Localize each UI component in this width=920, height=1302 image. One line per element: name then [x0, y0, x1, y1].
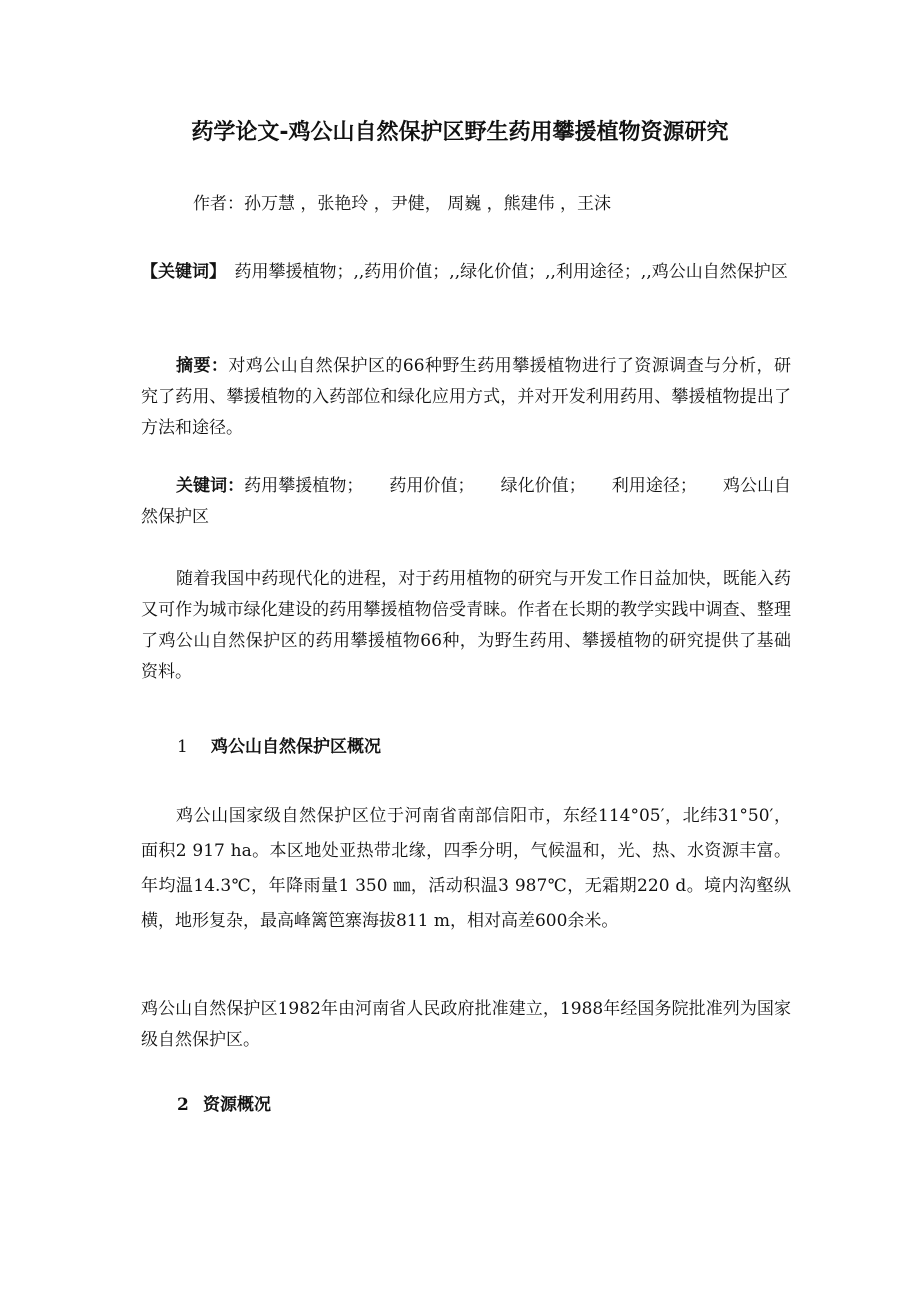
keyword-item: 鸡公山自然保护区	[141, 476, 792, 527]
keywords-header-text: 药用攀援植物；,,药用价值；,,绿化价值；,,利用途径；,,鸡公山自然保护区	[217, 262, 788, 282]
section-1-number: 1	[177, 737, 188, 757]
abstract-label: 摘要：	[176, 356, 229, 376]
section-2-title: 资源概况	[203, 1095, 271, 1115]
abstract-block	[141, 351, 791, 444]
keywords-header-label: 【关键词】	[141, 262, 218, 282]
section-1-paragraph-1	[141, 799, 791, 939]
keyword-item: 药用价值；	[389, 476, 475, 496]
keywords-label: 关键词：	[176, 476, 245, 496]
author-line: 作者：孙万慧 ，张艳玲 ，尹健， 周巍 ，熊建伟 ，王沫	[193, 194, 612, 214]
abstract-text: 对鸡公山自然保护区的66种野生药用攀援植物进行了资源调查与分析，研究了药用、攀援植物的入药部位和绿化应用方式，并对开发利用药用、攀援植物提出了方法和途径。	[141, 356, 791, 438]
keyword-item: 绿化价值；	[500, 476, 586, 496]
keywords-block	[141, 471, 791, 533]
section-2-heading	[177, 1093, 271, 1117]
intro-text: 随着我国中药现代化的进程，对于药用植物的研究与开发工作日益加快，既能入药又可作为城市绿化建设的药用攀援植物倍受青睐。作者在长期的教学实践中调查、整理了鸡公山自然保护区的药用攀援植物66种，为野生药用、攀援植物的研究提供了基础资料。	[141, 569, 791, 682]
section-1-para-1-text: 鸡公山国家级自然保护区位于河南省南部信阳市，东经114°05′，北纬31°50′，面积2 917 ha。本区地处亚热带北缘，四季分明，气候温和，光、热、水资源丰富。年均温14.3℃，年降雨量1 350 ㎜，活动积温3 987℃，无霜期220 d。境内沟壑纵横，地形复杂，最高峰篱笆寨海拔811 m，相对高差600余米。	[141, 806, 791, 931]
section-2-number: 2	[177, 1095, 189, 1115]
section-1-title: 鸡公山自然保护区概况	[211, 737, 381, 757]
document-title: 药学论文-鸡公山自然保护区野生药用攀援植物资源研究	[191, 120, 729, 145]
intro-paragraph	[141, 564, 791, 688]
keyword-item: 利用途径；	[611, 476, 697, 496]
section-1-para-2-text: 鸡公山自然保护区1982年由河南省人民政府批准建立，1988年经国务院批准列为国家级自然保护区。	[141, 999, 791, 1050]
section-1-heading	[177, 735, 381, 759]
section-1-paragraph-2	[141, 994, 791, 1056]
keywords-header-block	[141, 257, 791, 288]
keyword-item: 药用攀援植物；	[244, 476, 364, 496]
